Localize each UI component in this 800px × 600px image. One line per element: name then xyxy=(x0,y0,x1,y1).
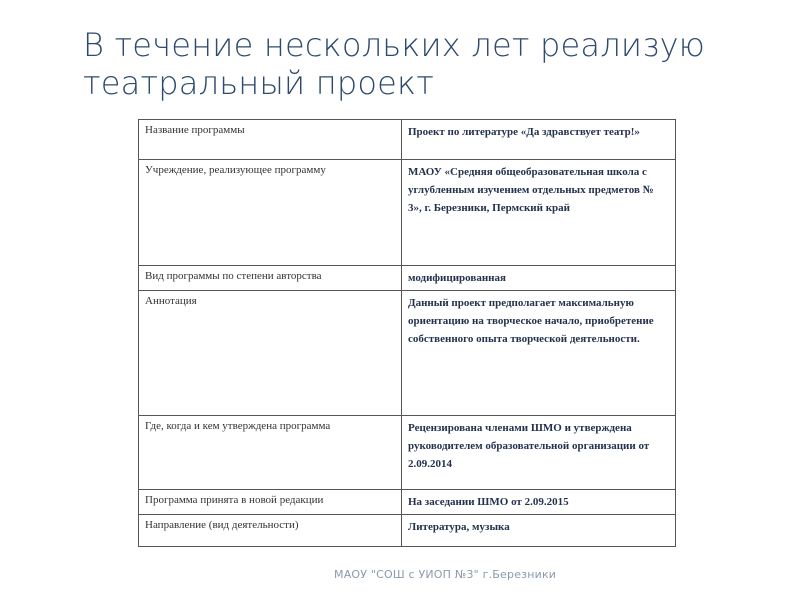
row-value-annotation: Данный проект предполагает максимальную ориентацию на творческое начало, приобретение собственного опыта творческой деятельности. xyxy=(402,291,676,416)
row-label-program-type: Вид программы по степени авторства xyxy=(139,266,402,291)
table-row xyxy=(139,120,676,160)
row-label-approval: Где, когда и кем утверждена программа xyxy=(139,416,402,490)
footer-school-name: МАОУ "СОШ с УИОП №3" г.Березники xyxy=(334,568,557,581)
row-value-direction: Литература, музыка xyxy=(402,515,676,547)
table-row xyxy=(139,266,676,291)
row-value-program-type: модифицированная xyxy=(402,266,676,291)
row-value-institution: МАОУ «Средняя общеобразовательная школа с углубленным изучением отдельных предметов № 3», г. Березники, Пермский край xyxy=(402,160,676,266)
row-label-annotation: Аннотация xyxy=(139,291,402,416)
row-value-new-edition: На заседании ШМО от 2.09.2015 xyxy=(402,490,676,515)
row-value-program-name: Проект по литературе «Да здравствует театр!» xyxy=(402,120,676,160)
row-label-program-name: Название программы xyxy=(139,120,402,160)
program-info-table xyxy=(138,119,676,547)
row-label-institution: Учреждение, реализующее программу xyxy=(139,160,402,266)
table-row xyxy=(139,160,676,266)
table-row xyxy=(139,490,676,515)
row-value-approval: Рецензирована членами ШМО и утверждена руководителем образовательной организации от 2.09.2014 xyxy=(402,416,676,490)
row-label-direction: Направление (вид деятельности) xyxy=(139,515,402,547)
row-label-new-edition: Программа принята в новой редакции xyxy=(139,490,402,515)
table-row xyxy=(139,291,676,416)
table-row xyxy=(139,416,676,490)
slide-title: В течение нескольких лет реализую театральный проект xyxy=(83,26,705,102)
table-row xyxy=(139,515,676,547)
